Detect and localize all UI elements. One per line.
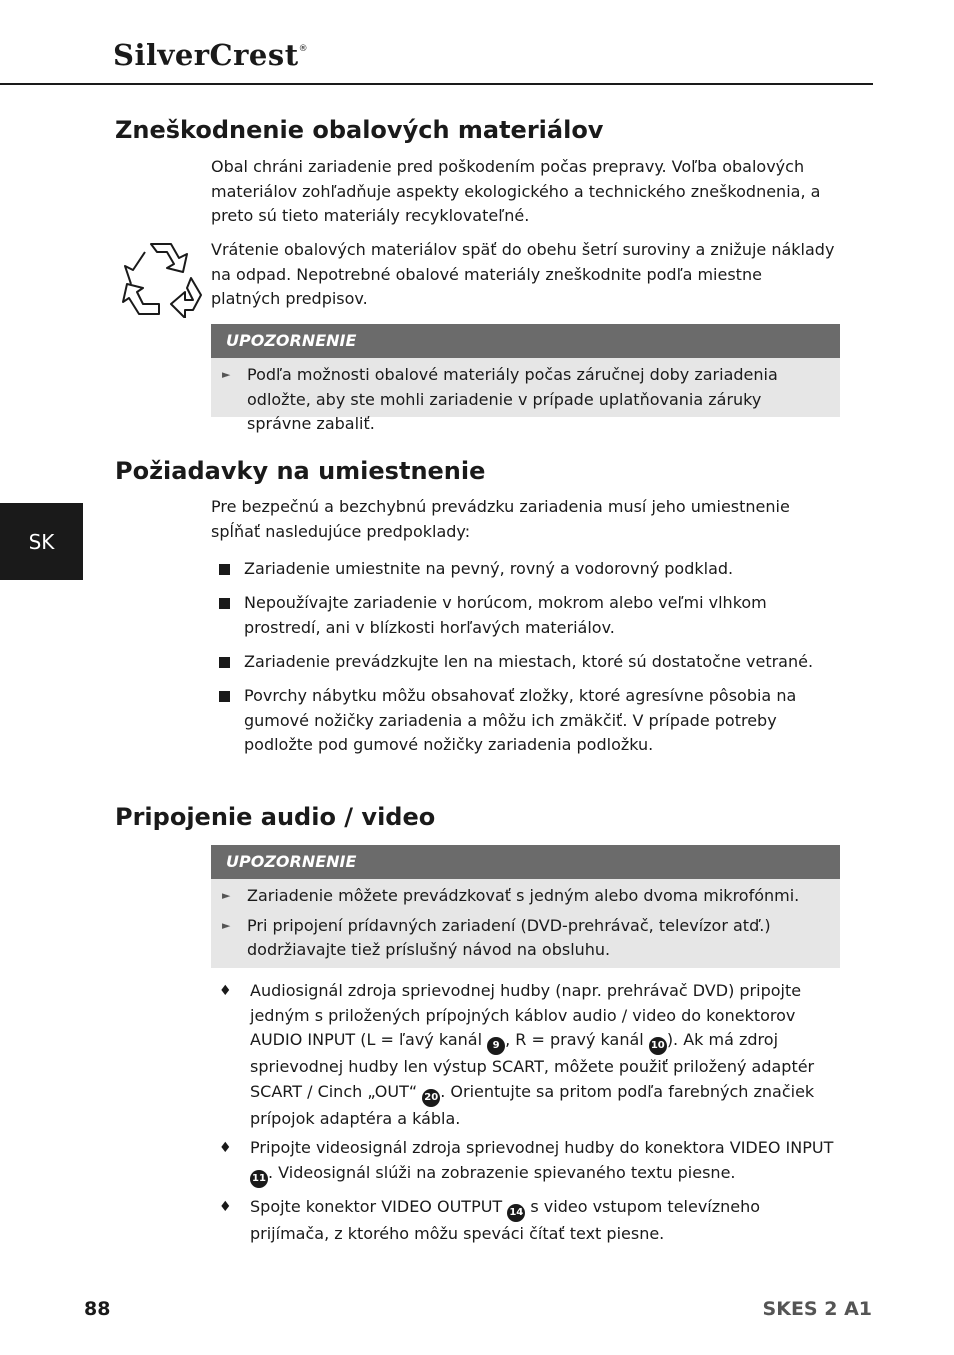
list-item-text: Povrchy nábytku môžu obsahovať zložky, ktoré agresívne pôsobia na gumové nožičky zariadenia a môžu ich zmäkčiť. V prípade potreby podložte pod gumové nožičky zariadenia podložku. bbox=[244, 686, 797, 754]
arrow-right-icon: ► bbox=[222, 889, 231, 902]
step-text: Audiosignál zdroja sprievodnej hudby (napr. prehrávač DVD) pripojte jedným s priložených prípojných káblov audio / video do konektorov AUDIO INPUT (L = ľavý kanál bbox=[250, 981, 802, 1049]
step-text: . Videosignál slúži na zobrazenie spievaného textu piesne. bbox=[268, 1162, 736, 1182]
note-box-disposal bbox=[211, 324, 840, 433]
step-text: s video vstupom televízneho prijímača, z ktorého môžu speváci čítať text piesne. bbox=[250, 1197, 761, 1243]
diamond-bullet-icon: ♦ bbox=[219, 1140, 232, 1156]
note-item-text: Pri pripojení prídavných zariadení (DVD-prehrávač, televízor atď.) dodržiavajte tiež príslušný návod na obsluhu. bbox=[247, 915, 771, 959]
section-title-connection: Pripojenie audio / video bbox=[115, 803, 436, 831]
reference-number-badge: 11 bbox=[250, 1170, 268, 1188]
diamond-bullet-icon: ♦ bbox=[219, 1199, 232, 1215]
step-text: ). Ak má zdroj sprievodnej hudby len výstup SCART, môžete použiť priložený adaptér SCART / Cinch „OUT“ bbox=[250, 1030, 815, 1101]
diamond-bullet-icon: ♦ bbox=[219, 983, 232, 999]
square-bullet-icon bbox=[219, 564, 230, 575]
recycle-icon bbox=[121, 238, 205, 318]
brand-logo bbox=[113, 38, 308, 72]
page-number: 88 bbox=[84, 1298, 111, 1320]
list-item bbox=[211, 591, 836, 640]
registered-mark: ® bbox=[298, 44, 309, 54]
note-item bbox=[211, 914, 840, 963]
step-item bbox=[211, 1136, 841, 1188]
note-heading: UPOZORNENIE bbox=[211, 324, 840, 358]
model-number: SKES 2 A1 bbox=[762, 1298, 872, 1320]
square-bullet-icon bbox=[219, 657, 230, 668]
square-bullet-icon bbox=[219, 598, 230, 609]
brand-name: SilverCrest bbox=[113, 38, 299, 72]
arrow-right-icon: ► bbox=[222, 368, 231, 381]
header-rule bbox=[0, 83, 873, 85]
disposal-paragraph-2: Vrátenie obalových materiálov späť do obehu šetrí suroviny a znižuje náklady na odpad. Nepotrebné obalové materiály zneškodnite podľa miestne platných predpisov. bbox=[211, 240, 835, 308]
reference-number-badge: 20 bbox=[422, 1089, 440, 1107]
list-item-text: Nepoužívajte zariadenie v horúcom, mokrom alebo veľmi vlhkom prostredí, ani v blízkosti horľavých materiálov. bbox=[244, 593, 767, 637]
note-heading: UPOZORNENIE bbox=[211, 845, 840, 879]
step-text: , R = pravý kanál bbox=[505, 1030, 649, 1049]
reference-number-badge: 10 bbox=[649, 1037, 667, 1055]
note-item-text: Zariadenie môžete prevádzkovať s jedným alebo dvoma mikrofónmi. bbox=[247, 886, 800, 905]
note-item bbox=[211, 363, 840, 437]
section-title-disposal: Zneškodnenie obalových materiálov bbox=[115, 116, 604, 144]
step-text: Pripojte videosignál zdroja sprievodnej hudby do konektora VIDEO INPUT bbox=[250, 1138, 834, 1157]
list-item-text: Zariadenie umiestnite na pevný, rovný a vodorovný podklad. bbox=[244, 559, 734, 578]
step-text: . Orientujte sa pritom podľa farebných značiek prípojok adaptéra a kábla. bbox=[250, 1081, 815, 1128]
arrow-right-icon: ► bbox=[222, 918, 231, 932]
placement-intro: Pre bezpečnú a bezchybnú prevádzku zariadenia musí jeho umiestnenie spĺňať nasledujúce predpoklady: bbox=[211, 497, 790, 541]
reference-number-badge: 14 bbox=[507, 1204, 525, 1222]
reference-number-badge: 9 bbox=[487, 1037, 505, 1055]
section-title-placement: Požiadavky na umiestnenie bbox=[115, 457, 486, 485]
square-bullet-icon bbox=[219, 691, 230, 702]
list-item-text: Zariadenie prevádzkujte len na miestach, ktoré sú dostatočne vetrané. bbox=[244, 652, 814, 671]
list-item bbox=[211, 650, 836, 675]
note-item bbox=[211, 884, 840, 909]
note-item-text: Podľa možnosti obalové materiály počas záručnej doby zariadenia odložte, aby ste mohli zariadenie v prípade uplatňovania záruky správne zabaliť. bbox=[247, 365, 778, 433]
step-text: Spojte konektor VIDEO OUTPUT bbox=[250, 1197, 508, 1216]
step-item bbox=[211, 1195, 841, 1247]
list-item bbox=[211, 684, 836, 758]
language-tab: SK bbox=[0, 503, 83, 580]
note-box-connection bbox=[211, 845, 840, 968]
step-item bbox=[211, 979, 841, 1131]
disposal-paragraph-1: Obal chráni zariadenie pred poškodením počas prepravy. Voľba obalových materiálov zohľadňuje aspekty ekologického a technického zneškodnenia, a preto sú tieto materiály recyklovateľné. bbox=[211, 157, 821, 225]
list-item bbox=[211, 557, 836, 582]
